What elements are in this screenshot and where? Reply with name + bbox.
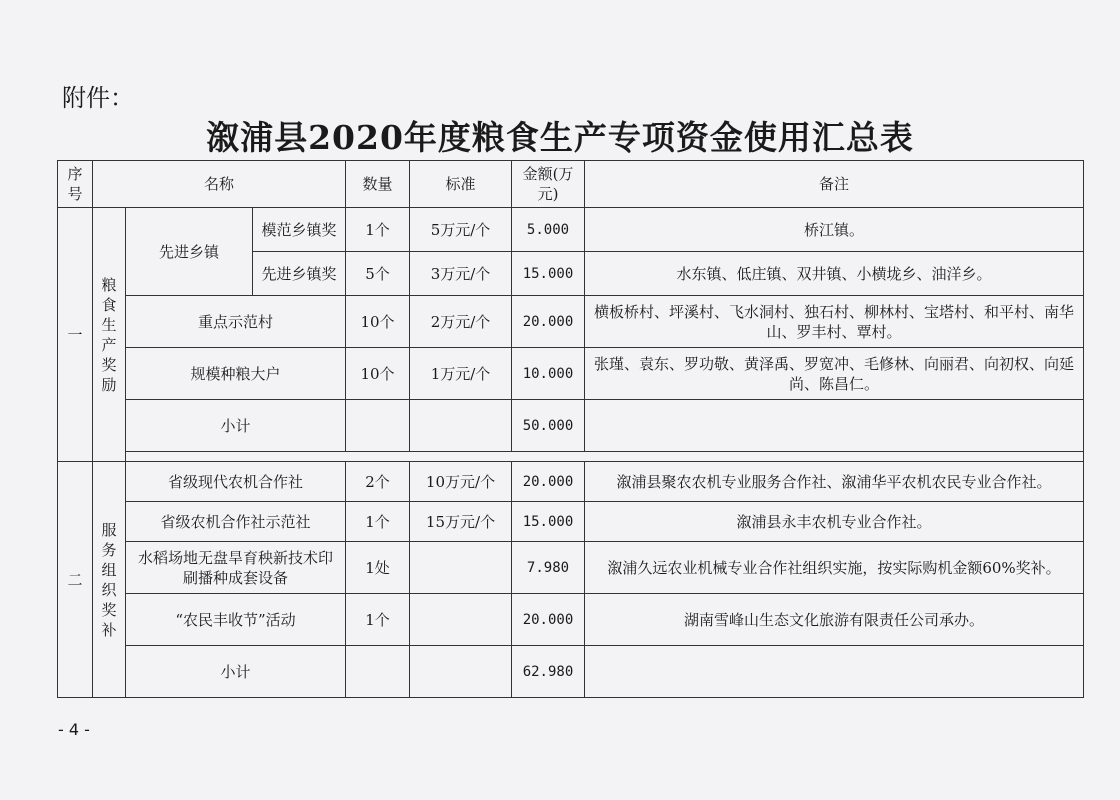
row-std [410,594,512,646]
row-name: 省级现代农机合作社 [126,462,346,502]
attachment-label: 附件： [62,84,134,112]
page-number: - 4 - [58,720,90,739]
row-note: 溆浦久远农业机械专业合作社组织实施，按实际购机金额60%奖补。 [585,542,1084,594]
summary-table [57,160,1084,698]
row-note: 水东镇、低庄镇、双井镇、小横垅乡、油洋乡。 [585,252,1084,296]
row-amount: 20.000 [512,594,585,646]
row-qty: 1处 [346,542,410,594]
section2-seq: 二 [58,462,93,698]
row-note: 张瑾、袁东、罗功敬、黄泽禹、罗宽冲、毛修林、向丽君、向初权、向延尚、陈昌仁。 [585,348,1084,400]
row-name: 规模种粮大户 [126,348,346,400]
spacer-cell [126,452,1084,462]
row-name: 省级农机合作社示范社 [126,502,346,542]
row-amount: 20.000 [512,296,585,348]
row-name: 先进乡镇奖 [253,252,346,296]
row-qty: 10个 [346,348,410,400]
section1-seq: 一 [58,208,93,462]
row-note: 横板桥村、坪溪村、飞水洞村、独石村、柳林村、宝塔村、和平村、南华山、罗丰村、覃村。 [585,296,1084,348]
row-name: 重点示范村 [126,296,346,348]
row-qty: 1个 [346,594,410,646]
subtotal-row [58,400,1084,452]
subtotal-amount: 62.980 [512,646,585,698]
subtotal-qty [346,646,410,698]
header-std: 标准 [410,161,512,208]
section1-category: 粮食生产奖励 [93,208,126,462]
table-row [58,462,1084,502]
subtotal-note [585,646,1084,698]
subtotal-std [410,400,512,452]
row-qty: 1个 [346,502,410,542]
row-amount: 15.000 [512,252,585,296]
subtotal-note [585,400,1084,452]
row-std: 10万元/个 [410,462,512,502]
row-std: 1万元/个 [410,348,512,400]
header-seq: 序号 [58,161,93,208]
row-note: 湖南雪峰山生态文化旅游有限责任公司承办。 [585,594,1084,646]
row-name: “农民丰收节”活动 [126,594,346,646]
row-name: 水稻场地无盘旱育秧新技术印刷播种成套设备 [126,542,346,594]
table-row [58,208,1084,252]
row-std: 15万元/个 [410,502,512,542]
subtotal-amount: 50.000 [512,400,585,452]
row-amount: 5.000 [512,208,585,252]
table-row [58,502,1084,542]
row-note: 桥江镇。 [585,208,1084,252]
row-note: 溆浦县永丰农机专业合作社。 [585,502,1084,542]
subtotal-row [58,646,1084,698]
document-title: 溆浦县2020年度粮食生产专项资金使用汇总表 [206,118,914,157]
row-std: 3万元/个 [410,252,512,296]
table-row [58,542,1084,594]
subtotal-std [410,646,512,698]
table-row [58,594,1084,646]
row-amount: 10.000 [512,348,585,400]
row-std: 5万元/个 [410,208,512,252]
row-amount: 15.000 [512,502,585,542]
row-qty: 5个 [346,252,410,296]
row-note: 溆浦县聚农农机专业服务合作社、溆浦华平农机农民专业合作社。 [585,462,1084,502]
row-qty: 10个 [346,296,410,348]
subtotal-label: 小计 [126,400,346,452]
header-note: 备注 [585,161,1084,208]
row-name: 模范乡镇奖 [253,208,346,252]
header-name: 名称 [93,161,346,208]
section1-subgroup: 先进乡镇 [126,208,253,296]
spacer-row [58,452,1084,462]
table-row [58,348,1084,400]
subtotal-label: 小计 [126,646,346,698]
header-amount: 金额(万元) [512,161,585,208]
row-qty: 1个 [346,208,410,252]
section2-category: 服务组织奖补 [93,462,126,698]
table-row [58,296,1084,348]
row-std: 2万元/个 [410,296,512,348]
row-amount: 20.000 [512,462,585,502]
header-row [58,161,1084,208]
row-amount: 7.980 [512,542,585,594]
row-qty: 2个 [346,462,410,502]
header-qty: 数量 [346,161,410,208]
subtotal-qty [346,400,410,452]
row-std [410,542,512,594]
